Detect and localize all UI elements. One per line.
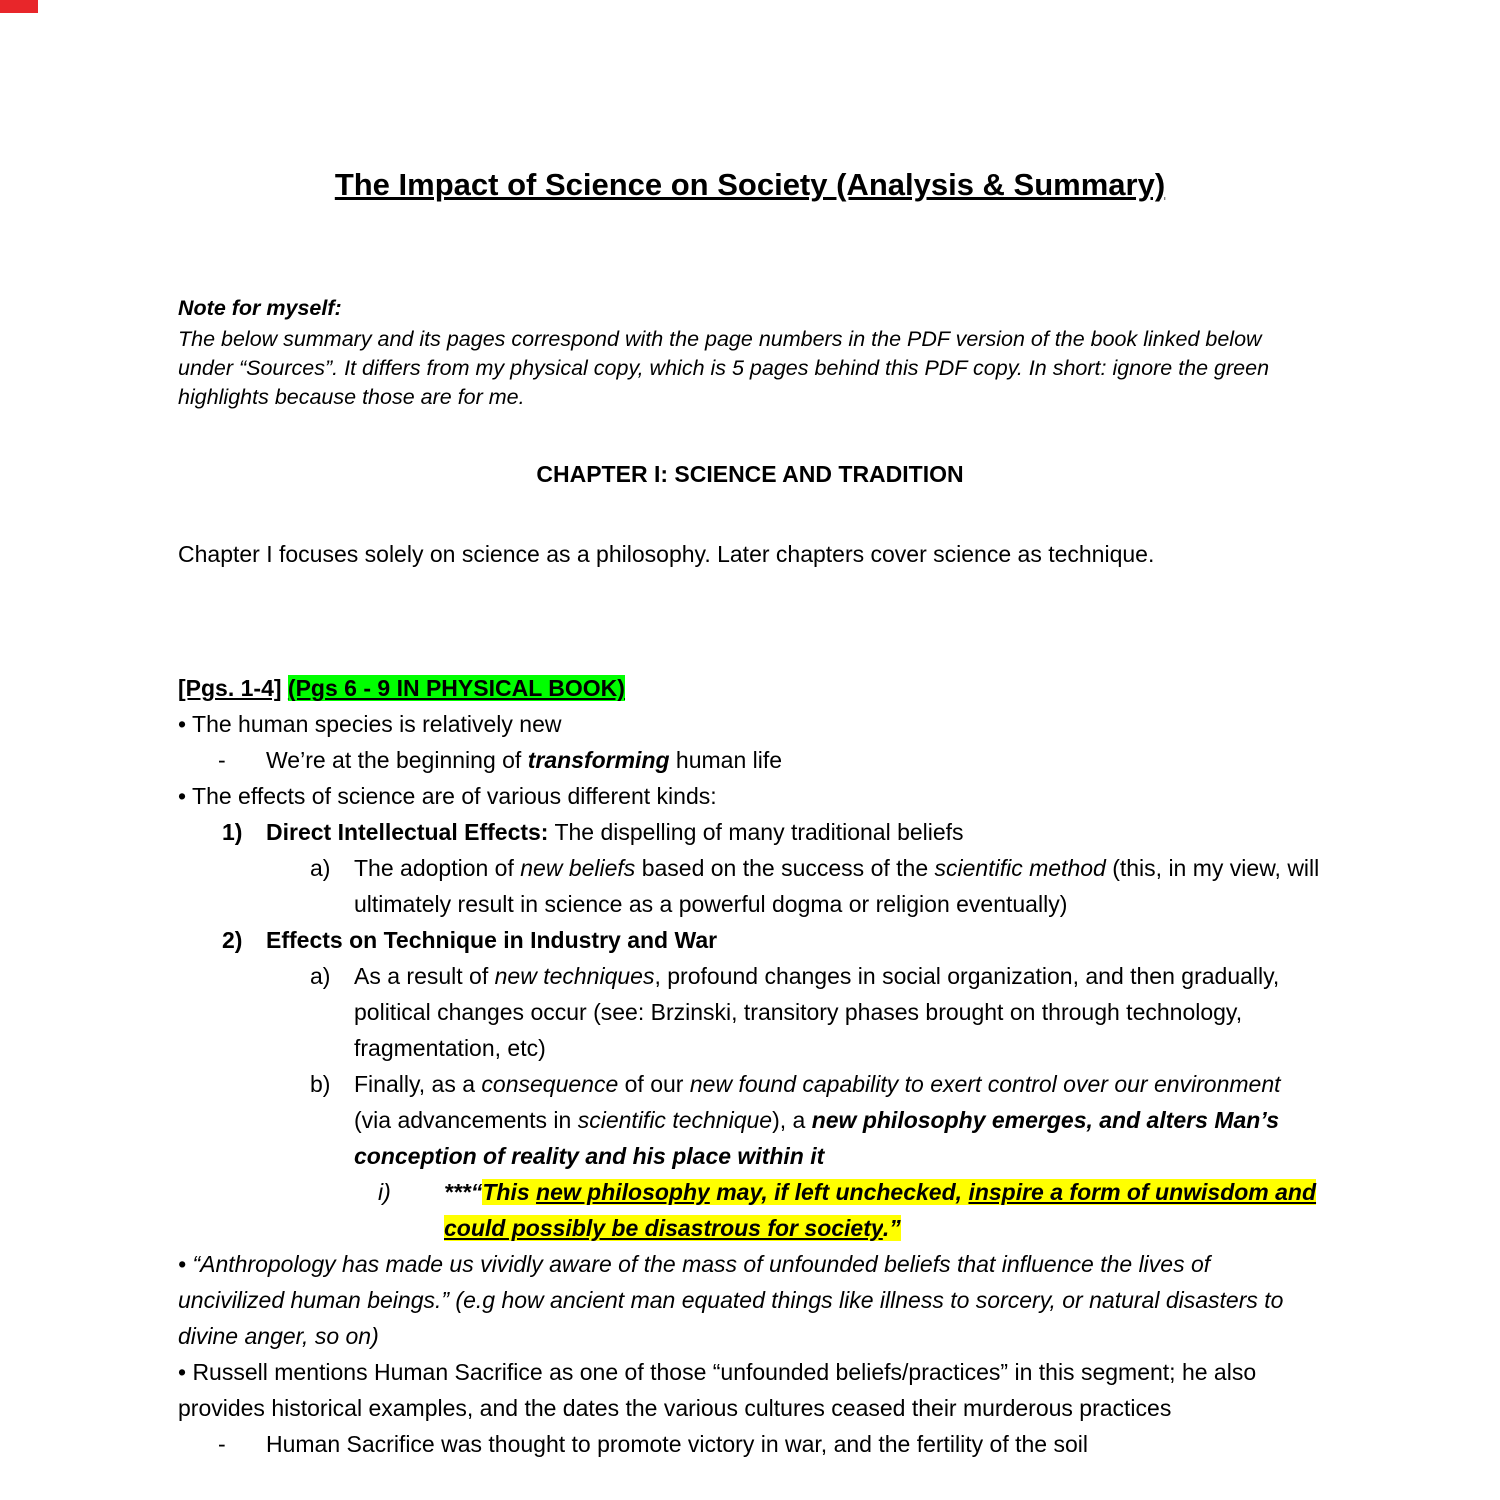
document-title: The Impact of Science on Society (Analysis & Summary) <box>334 167 1166 202</box>
text-segment: new beliefs <box>520 855 636 881</box>
text-segment: consequence <box>481 1071 619 1097</box>
list-item-text <box>266 922 1322 958</box>
text-segment: Direct Intellectual Effects: <box>266 819 549 845</box>
text-segment: CHAPTER I: SCIENCE AND TRADITION <box>536 461 964 487</box>
text-segment: scientific method <box>934 855 1106 881</box>
text-segment: The below summary and its pages correspond with the page numbers in the PDF version of the book linked below under “Sources”. It differs from my physical copy, which is 5 pages behind this PDF copy. In short: ignore the green highlights because those are for me. <box>178 327 1270 409</box>
text-segment: As a result of <box>354 963 495 989</box>
text-segment: • “Anthropology has made us vividly aware of the mass of unfounded beliefs that influence the lives of uncivilized human beings.” (e.g how ancient man equated things like illness to sorcery, or natural disasters to divine anger, so on) <box>178 1251 1284 1349</box>
text-segment: (this, in my view, will ultimately result in science as a powerful dogma or religion eventually) <box>354 855 1320 917</box>
page-reference-line <box>178 670 1322 706</box>
list-item-text <box>354 1066 1322 1174</box>
text-segment: new found capability to exert control over our environment <box>689 1071 1281 1097</box>
text-segment: .” <box>882 1215 901 1241</box>
text-segment: We’re at the beginning of <box>266 747 528 773</box>
sub-item <box>178 742 1322 778</box>
text-segment <box>282 675 288 701</box>
text-segment: new philosophy <box>536 1179 710 1205</box>
list-item-text <box>354 958 1322 1066</box>
list-marker: b) <box>310 1071 331 1097</box>
lettered-item <box>178 958 1322 1066</box>
bullet-item <box>178 778 1322 814</box>
list-marker: - <box>218 1431 226 1457</box>
text-segment: Human Sacrifice was thought to promote victory in war, and the fertility of the soil <box>266 1431 1088 1457</box>
text-segment: transforming <box>527 747 670 773</box>
roman-item <box>178 1174 1322 1246</box>
list-marker: a) <box>310 963 331 989</box>
text-segment: of our <box>618 1071 690 1097</box>
text-segment: scientific technique <box>577 1107 773 1133</box>
list-marker: a) <box>310 855 331 881</box>
text-segment: The adoption of <box>354 855 521 881</box>
text-segment: (Pgs 6 - 9 IN PHYSICAL BOOK) <box>287 675 625 701</box>
text-segment: Finally, as a <box>354 1071 482 1097</box>
list-item-text <box>354 850 1322 922</box>
text-segment: Chapter I focuses solely on science as a philosophy. Later chapters cover science as technique. <box>178 541 1155 567</box>
text-segment: human life <box>669 747 783 773</box>
text-segment: ***“ <box>444 1179 483 1205</box>
text-segment: • Russell mentions Human Sacrifice as one of those “unfounded beliefs/practices” in this segment; he also provides historical examples, and the dates the various cultures ceased their murderous practices <box>178 1359 1257 1421</box>
document-body <box>178 293 1322 1462</box>
list-item-text <box>266 814 1322 850</box>
numbered-item <box>178 814 1322 850</box>
text-segment: Note for myself: <box>178 296 342 320</box>
note-paragraph <box>178 325 1322 412</box>
list-marker: 1) <box>222 819 243 845</box>
text-segment: new techniques <box>494 963 655 989</box>
numbered-item <box>178 922 1322 958</box>
list-item-text <box>266 1426 1322 1462</box>
bullet-item <box>178 1246 1322 1354</box>
text-segment: may, if left unchecked, <box>709 1179 969 1205</box>
text-segment: (via advancements in <box>354 1107 578 1133</box>
text-segment: inspire a form of unwisdom and could possibly be disastrous for society <box>444 1179 1317 1241</box>
list-marker: - <box>218 747 226 773</box>
chapter-heading <box>178 456 1322 492</box>
note-heading <box>178 293 1322 323</box>
sub-item <box>178 1426 1322 1462</box>
text-segment: • The human species is relatively new <box>178 711 562 737</box>
text-segment: • The effects of science are of various different kinds: <box>178 783 717 809</box>
text-segment: This <box>482 1179 537 1205</box>
text-segment: , profound changes in social organization, and then gradually, political changes occur (see: Brzinski, transitory phases brought on through technology, fragmentation, etc) <box>354 963 1280 1061</box>
text-segment: The dispelling of many traditional beliefs <box>548 819 964 845</box>
text-segment: new philosophy emerges, and alters Man’s conception of reality and his place within it <box>354 1107 1280 1169</box>
lettered-item <box>178 1066 1322 1174</box>
bullet-item <box>178 706 1322 742</box>
chapter-intro-paragraph <box>178 536 1322 572</box>
text-segment: [Pgs. 1-4] <box>178 675 282 701</box>
list-marker: 2) <box>222 927 243 953</box>
list-item-text <box>266 742 1322 778</box>
bullet-item <box>178 1354 1322 1426</box>
text-segment: based on the success of the <box>635 855 935 881</box>
text-segment: ), a <box>772 1107 812 1133</box>
lettered-item <box>178 850 1322 922</box>
list-item-text <box>444 1174 1322 1246</box>
text-segment: Effects on Technique in Industry and War <box>266 927 718 953</box>
list-marker: i) <box>378 1179 391 1205</box>
